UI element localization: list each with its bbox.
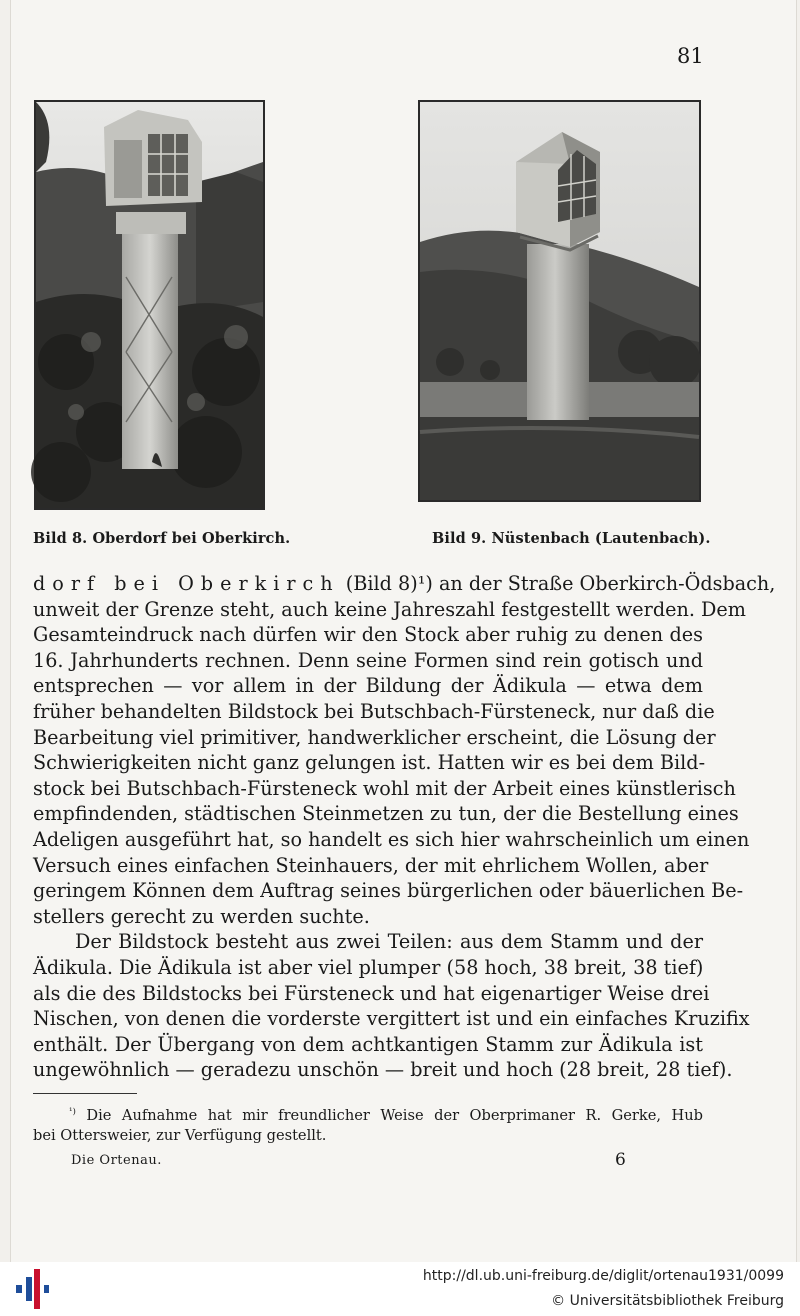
photo-bild-8: [34, 100, 265, 510]
body-line: als die des Bildstocks bei Fürsteneck und hat eigenartiger Weise drei: [33, 981, 710, 1005]
signature-number: 6: [615, 1150, 626, 1170]
body-line: geringem Können dem Auftrag seines bürgerlichen oder bäuerlichen Be-: [33, 879, 744, 903]
body-line: Gesamteindruck nach dürfen wir den Stock aber ruhig zu denen des: [33, 623, 703, 647]
figure-caption-bild-9: Bild 9. Nüstenbach (Lautenbach).: [432, 530, 711, 547]
library-logo-icon: [14, 1267, 50, 1311]
figure-caption-bild-8: Bild 8. Oberdorf bei Oberkirch.: [33, 530, 291, 547]
copyright-notice: © Universitätsbibliothek Freiburg: [551, 1293, 784, 1309]
photo-bild-9: [418, 100, 701, 502]
body-line: Ädikula. Die Ädikula ist aber viel plumper (58 hoch, 38 breit, 38 tief): [33, 955, 704, 979]
body-line: Schwierigkeiten nicht ganz gelungen ist. Hatten wir es bei dem Bild-: [33, 751, 706, 775]
body-line: stock bei Butschbach-Fürsteneck wohl mit der Arbeit eines künstlerisch: [33, 776, 736, 800]
body-line: 16. Jahrhunderts rechnen. Denn seine Formen sind rein gotisch und: [33, 648, 703, 672]
signature-mark: Die Ortenau.: [71, 1153, 162, 1168]
photo-bild-9-image: [420, 102, 699, 500]
footnote-divider: [33, 1093, 137, 1094]
body-line: ungewöhnlich — geradezu unschön — breit und hoch (28 breit, 28 tief).: [33, 1058, 733, 1082]
footnote: [33, 1106, 703, 1146]
body-line: enthält. Der Übergang von dem achtkantigen Stamm zur Ädikula ist: [33, 1032, 703, 1056]
place-name-spaced: dorf bei Oberkirch: [33, 572, 340, 595]
body-line: empfindenden, städtischen Steinmetzen zu tun, der die Bestellung eines: [33, 802, 739, 826]
body-line: Nischen, von denen die vorderste vergittert ist und ein einfaches Kruzifix: [33, 1007, 750, 1031]
viewer-footer: [0, 1262, 800, 1316]
body-line: Versuch eines einfachen Steinhauers, der mit ehrlichem Wollen, aber: [33, 853, 709, 877]
footnote-line: $^{^1)}$ Die Aufnahme hat mir freundlicher Weise der Oberprimaner R. Gerke, Hub: [69, 1107, 703, 1124]
footnote-marker: ¹): [69, 1107, 76, 1118]
body-line: Der Bildstock besteht aus zwei Teilen: aus dem Stamm und der: [75, 930, 703, 954]
body-line: dorf bei Oberkirch (Bild 8)¹) an der Straße Oberkirch-Ödsbach,: [33, 572, 776, 595]
body-line: unweit der Grenze steht, auch keine Jahreszahl festgestellt werden. Dem: [33, 597, 746, 621]
body-line: Bearbeitung viel primitiver, handwerklicher erscheint, die Lösung der: [33, 725, 716, 749]
body-line: Adeligen ausgeführt hat, so handelt es sich hier wahrscheinlich um einen: [33, 827, 750, 851]
book-page: [10, 0, 797, 1262]
permalink-url[interactable]: http://dl.ub.uni-freiburg.de/diglit/ortenau1931/0099: [422, 1268, 784, 1284]
body-text: [33, 571, 776, 1083]
page-number: 81: [677, 44, 704, 68]
body-line: früher behandelten Bildstock bei Butschbach-Fürsteneck, nur daß die: [33, 699, 715, 723]
photo-bild-8-image: [36, 102, 263, 508]
body-line: stellers gerecht zu werden suchte.: [33, 904, 370, 928]
body-line: entsprechen — vor allem in der Bildung der Ädikula — etwa dem: [33, 674, 703, 698]
footnote-line: bei Ottersweier, zur Verfügung gestellt.: [33, 1127, 327, 1144]
